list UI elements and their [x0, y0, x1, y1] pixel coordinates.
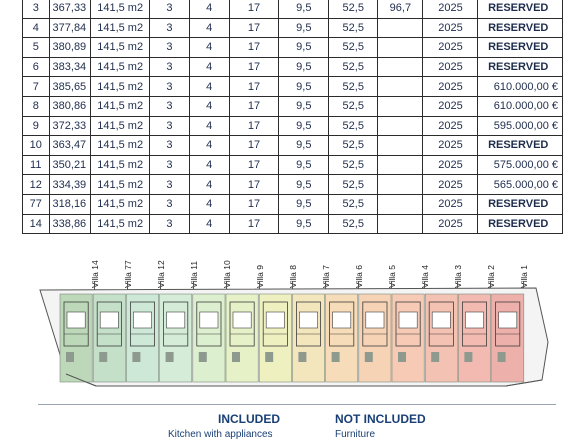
table-cell: 575.000,00 € — [478, 155, 563, 175]
table-cell: 17 — [229, 194, 279, 214]
villa-label: Villa 2 — [486, 265, 496, 288]
villa-label: Villa 14 — [90, 260, 100, 288]
price-table — [22, 0, 563, 234]
villa-plot — [392, 294, 424, 382]
not-included-title: NOT INCLUDED — [335, 412, 426, 426]
table-cell: 9,5 — [279, 18, 329, 38]
table-cell: 2025 — [423, 57, 478, 77]
table-cell: 610.000,00 € — [478, 96, 563, 116]
table-cell: 17 — [229, 77, 279, 97]
table-cell: 380,89 — [49, 38, 91, 58]
table-cell: 9,5 — [279, 194, 329, 214]
table-cell — [378, 194, 423, 214]
parking — [232, 352, 240, 362]
table-cell: 52,5 — [329, 0, 378, 18]
villa-label: Villa 12 — [156, 260, 166, 288]
table-cell: 2025 — [423, 175, 478, 195]
table-cell: 2025 — [423, 116, 478, 136]
table-cell: 4 — [189, 18, 229, 38]
table-cell: 4 — [23, 18, 50, 38]
table-cell: 9,5 — [279, 0, 329, 18]
table-cell: 9 — [23, 116, 50, 136]
table-cell: 4 — [189, 175, 229, 195]
villa-plot — [359, 294, 391, 382]
table-cell: 3 — [149, 77, 189, 97]
villa-plot — [126, 294, 158, 382]
table-cell: 52,5 — [329, 57, 378, 77]
villa-plot — [326, 294, 358, 382]
table-cell: 372,33 — [49, 116, 91, 136]
table-cell: 141,5 m2 — [91, 96, 150, 116]
table-cell: 350,21 — [49, 155, 91, 175]
table-cell: 141,5 m2 — [91, 136, 150, 156]
parking — [464, 352, 472, 362]
table-cell: 2025 — [423, 155, 478, 175]
table-row — [23, 0, 563, 18]
table-cell: 141,5 m2 — [91, 57, 150, 77]
table-cell: 10 — [23, 136, 50, 156]
villa-label: Villa 7 — [321, 265, 331, 288]
table-cell: 52,5 — [329, 136, 378, 156]
villa-plot — [226, 294, 258, 382]
table-cell: 5 — [23, 38, 50, 58]
table-cell: 9,5 — [279, 57, 329, 77]
table-cell: RESERVED — [478, 194, 563, 214]
table-cell: 77 — [23, 194, 50, 214]
villa-labels — [0, 238, 584, 288]
table-cell: 9,5 — [279, 155, 329, 175]
table-cell: 4 — [189, 155, 229, 175]
table-row — [23, 214, 563, 234]
table-cell: 2025 — [423, 77, 478, 97]
table-row — [23, 96, 563, 116]
table-cell: 377,84 — [49, 18, 91, 38]
table-cell: 3 — [149, 38, 189, 58]
villa-label: Villa 9 — [255, 265, 265, 288]
table-cell: 52,5 — [329, 18, 378, 38]
parking — [498, 352, 506, 362]
table-cell: 3 — [23, 0, 50, 18]
pool — [333, 312, 351, 328]
table-cell: 380,86 — [49, 96, 91, 116]
table-cell — [378, 116, 423, 136]
table-cell: 4 — [189, 116, 229, 136]
table-cell: 595.000,00 € — [478, 116, 563, 136]
table-cell: 4 — [189, 96, 229, 116]
table-cell: 3 — [149, 96, 189, 116]
table-cell — [378, 175, 423, 195]
table-cell: 141,5 m2 — [91, 38, 150, 58]
pool — [233, 312, 251, 328]
table-cell: 17 — [229, 96, 279, 116]
table-cell: 141,5 m2 — [91, 194, 150, 214]
table-cell: 52,5 — [329, 116, 378, 136]
table-cell: 17 — [229, 18, 279, 38]
villa-plot — [458, 294, 490, 382]
table-row — [23, 136, 563, 156]
table-cell: 141,5 m2 — [91, 214, 150, 234]
table-cell: 17 — [229, 136, 279, 156]
table-cell: RESERVED — [478, 57, 563, 77]
table-cell: 385,65 — [49, 77, 91, 97]
table-cell: 2025 — [423, 0, 478, 18]
parking — [398, 352, 406, 362]
parking — [132, 352, 140, 362]
not-included-item: Furniture — [335, 429, 376, 440]
table-cell: 9,5 — [279, 175, 329, 195]
parking — [332, 352, 340, 362]
table-cell — [378, 214, 423, 234]
table-cell: 2025 — [423, 38, 478, 58]
table-row — [23, 175, 563, 195]
table-cell: 17 — [229, 214, 279, 234]
villa-label: Villa 1 — [519, 265, 529, 288]
parking — [265, 352, 273, 362]
villa-plot — [93, 294, 125, 382]
table-cell: 4 — [189, 214, 229, 234]
table-cell: 9,5 — [279, 38, 329, 58]
pool — [100, 312, 118, 328]
table-cell: 4 — [189, 38, 229, 58]
table-cell: 7 — [23, 77, 50, 97]
table-cell: 14 — [23, 214, 50, 234]
villa-label: Villa 5 — [387, 265, 397, 288]
parking — [365, 352, 373, 362]
table-cell — [378, 18, 423, 38]
table-cell: 12 — [23, 175, 50, 195]
table-cell: 2025 — [423, 18, 478, 38]
table-row — [23, 18, 563, 38]
table-row — [23, 77, 563, 97]
divider — [38, 404, 556, 405]
table-cell: 318,16 — [49, 194, 91, 214]
villa-label: Villa 77 — [123, 260, 133, 288]
included-item: Kitchen with appliances — [168, 429, 273, 440]
included-title: INCLUDED — [218, 412, 280, 426]
villa-plot — [292, 294, 324, 382]
parking — [166, 352, 174, 362]
villa-label: Villa 11 — [189, 260, 199, 288]
table-cell: 2025 — [423, 136, 478, 156]
table-cell: 141,5 m2 — [91, 0, 150, 18]
table-cell: 141,5 m2 — [91, 116, 150, 136]
table-cell: 9,5 — [279, 116, 329, 136]
villa-plot — [160, 294, 192, 382]
table-cell: 52,5 — [329, 214, 378, 234]
table-cell: 2025 — [423, 96, 478, 116]
table-cell: 17 — [229, 38, 279, 58]
pool — [366, 312, 384, 328]
table-cell: 9,5 — [279, 77, 329, 97]
table-cell: RESERVED — [478, 18, 563, 38]
villa-plot — [193, 294, 225, 382]
table-cell: 363,47 — [49, 136, 91, 156]
table-cell: 334,39 — [49, 175, 91, 195]
table-cell: 4 — [189, 136, 229, 156]
table-cell: 4 — [189, 194, 229, 214]
table-row — [23, 194, 563, 214]
pool — [266, 312, 284, 328]
table-cell: 4 — [189, 0, 229, 18]
table-cell: 52,5 — [329, 175, 378, 195]
table-cell: 2025 — [423, 214, 478, 234]
table-cell: 17 — [229, 0, 279, 18]
table-cell: 17 — [229, 175, 279, 195]
table-cell — [378, 38, 423, 58]
table-cell: 610.000,00 € — [478, 77, 563, 97]
table-cell: 3 — [149, 155, 189, 175]
table-cell: 565.000,00 € — [478, 175, 563, 195]
parking — [199, 352, 207, 362]
table-cell — [378, 57, 423, 77]
pool — [67, 312, 85, 328]
table-cell: 383,34 — [49, 57, 91, 77]
table-cell: 9,5 — [279, 96, 329, 116]
table-cell: 52,5 — [329, 77, 378, 97]
table-cell — [378, 136, 423, 156]
parking — [431, 352, 439, 362]
table-cell: 52,5 — [329, 194, 378, 214]
table-cell: 3 — [149, 194, 189, 214]
table-cell: 367,33 — [49, 0, 91, 18]
table-cell: 3 — [149, 116, 189, 136]
table-cell: RESERVED — [478, 214, 563, 234]
table-cell: 52,5 — [329, 155, 378, 175]
table-cell: 3 — [149, 18, 189, 38]
villa-label: Villa 8 — [288, 265, 298, 288]
table-row — [23, 116, 563, 136]
table-cell: 3 — [149, 57, 189, 77]
table-cell: 4 — [189, 57, 229, 77]
table-cell: 3 — [149, 214, 189, 234]
table-row — [23, 57, 563, 77]
villa-plot — [259, 294, 291, 382]
pool — [200, 312, 218, 328]
table-cell: 4 — [189, 77, 229, 97]
table-cell: 17 — [229, 116, 279, 136]
pool — [167, 312, 185, 328]
table-cell: RESERVED — [478, 0, 563, 18]
table-cell: 52,5 — [329, 38, 378, 58]
villa-plot — [492, 294, 524, 382]
pool — [465, 312, 483, 328]
pool — [299, 312, 317, 328]
table-cell: 3 — [149, 136, 189, 156]
table-cell: 141,5 m2 — [91, 175, 150, 195]
pool — [133, 312, 151, 328]
table-cell — [378, 77, 423, 97]
table-cell: 17 — [229, 57, 279, 77]
table-cell: 141,5 m2 — [91, 18, 150, 38]
pool — [432, 312, 450, 328]
table-cell: 3 — [149, 175, 189, 195]
table-cell: 17 — [229, 155, 279, 175]
parking — [66, 352, 74, 362]
price-table-body — [23, 0, 563, 234]
table-cell: 52,5 — [329, 96, 378, 116]
table-cell: 9,5 — [279, 214, 329, 234]
villa-plot — [60, 294, 92, 382]
parking — [99, 352, 107, 362]
pool — [399, 312, 417, 328]
table-cell: 3 — [149, 0, 189, 18]
pool — [499, 312, 517, 328]
villa-label: Villa 4 — [420, 265, 430, 288]
table-cell: 9,5 — [279, 136, 329, 156]
table-row — [23, 38, 563, 58]
villa-label: Villa 10 — [222, 260, 232, 288]
table-cell: RESERVED — [478, 136, 563, 156]
parking — [298, 352, 306, 362]
site-plan — [36, 282, 552, 392]
table-cell: 11 — [23, 155, 50, 175]
table-cell: 141,5 m2 — [91, 155, 150, 175]
table-cell: 338,86 — [49, 214, 91, 234]
table-cell — [378, 155, 423, 175]
villa-plot — [425, 294, 457, 382]
table-cell: 2025 — [423, 194, 478, 214]
villa-label: Villa 3 — [453, 265, 463, 288]
table-cell: 6 — [23, 57, 50, 77]
table-cell: 8 — [23, 96, 50, 116]
table-cell: 96,7 — [378, 0, 423, 18]
table-cell: 141,5 m2 — [91, 77, 150, 97]
table-row — [23, 155, 563, 175]
table-cell: RESERVED — [478, 38, 563, 58]
table-cell — [378, 96, 423, 116]
villa-label: Villa 6 — [354, 265, 364, 288]
